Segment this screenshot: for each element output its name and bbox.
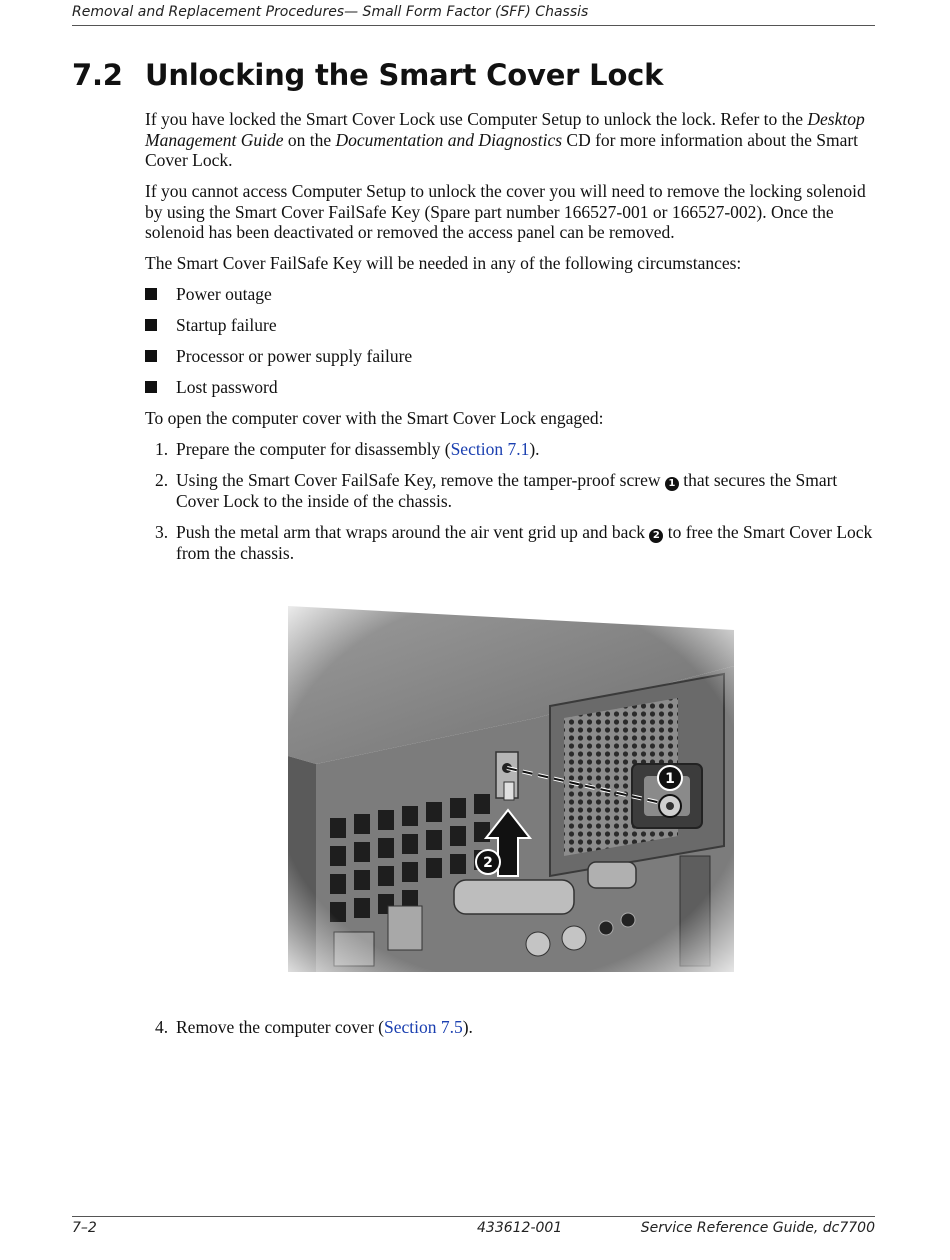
procedure-steps [145, 439, 875, 564]
step-number: 3. [155, 522, 169, 542]
step-text-end: that secures the Smart Cover Lock to the inside of the chassis. [176, 470, 838, 511]
bullet-square-icon [145, 319, 157, 331]
step-2 [145, 470, 875, 512]
callout-2-icon: 2 [649, 529, 663, 543]
step-4 [145, 1017, 875, 1038]
list-item-text: Lost password [176, 377, 278, 397]
step-text-end: to free the Smart Cover Lock from the chassis. [176, 522, 873, 563]
step-text: Push the metal arm that wraps around the air vent grid up and back [176, 522, 650, 542]
list-item [145, 377, 875, 398]
failsafe-paragraph: If you cannot access Computer Setup to unlock the cover you will need to remove the locking solenoid by using the Smart Cover FailSafe Key (Spare part number 166527-001 or 166527-002). Once the solenoid has been deactivated or removed the access panel can be removed. [145, 181, 866, 242]
step-text-end: ). [462, 1017, 473, 1037]
procedure-steps-continued [145, 1017, 875, 1038]
page-number: 7–2 [72, 1220, 97, 1236]
intro-text-e: CD for more information about the Smart Cover Lock. [145, 129, 859, 170]
section-number: 7.2 [72, 58, 123, 92]
step-text: Using the Smart Cover FailSafe Key, remove the tamper-proof screw [176, 470, 665, 490]
procedure-intro: To open the computer cover with the Smart Cover Lock engaged: [145, 408, 604, 428]
step-3 [145, 522, 875, 564]
guide-title: Service Reference Guide, dc7700 [640, 1220, 875, 1236]
intro-text-c: on the [283, 129, 336, 150]
step-number: 4. [155, 1017, 169, 1037]
list-item-text: Power outage [176, 284, 272, 304]
list-item-text: Startup failure [176, 315, 277, 335]
intro-text-a: If you have locked the Smart Cover Lock use Computer Setup to unlock the lock. Refer to the [145, 109, 808, 129]
section-title: Unlocking the Smart Cover Lock [145, 58, 664, 92]
cd-reference: Documentation and Diagnostics [335, 129, 563, 150]
guide-reference: Desktop Management Guide [145, 109, 865, 150]
bullet-square-icon [145, 350, 157, 362]
page-footer [72, 1216, 875, 1236]
running-header-title: Removal and Replacement Procedures— Small Form Factor (SFF) Chassis [72, 4, 589, 20]
section-7-5-link[interactable]: Section 7.5 [383, 1017, 463, 1037]
step-number: 1. [155, 439, 169, 459]
running-header [72, 4, 875, 26]
step-1 [145, 439, 875, 460]
step-text-end: ). [529, 439, 540, 459]
smart-cover-lock-figure [288, 606, 734, 972]
section-body [145, 109, 875, 574]
bullet-square-icon [145, 381, 157, 393]
intro-paragraph [145, 109, 875, 171]
step-text: Prepare the computer for disassembly ( [176, 439, 451, 459]
chassis-illustration [288, 606, 734, 972]
circumstances-list [145, 284, 875, 398]
figure-vignette [288, 606, 734, 972]
list-item [145, 315, 875, 336]
step-text: Remove the computer cover ( [176, 1017, 384, 1037]
section-7-1-link[interactable]: Section 7.1 [450, 439, 530, 459]
document-number: 433612-001 [477, 1220, 563, 1236]
list-item-text: Processor or power supply failure [176, 346, 413, 366]
circumstances-paragraph: The Smart Cover FailSafe Key will be needed in any of the following circumstances: [145, 253, 742, 273]
section-heading [72, 58, 663, 92]
bullet-square-icon [145, 288, 157, 300]
list-item [145, 346, 875, 367]
callout-1-icon: 1 [665, 477, 679, 491]
list-item [145, 284, 875, 305]
step-number: 2. [155, 470, 169, 490]
